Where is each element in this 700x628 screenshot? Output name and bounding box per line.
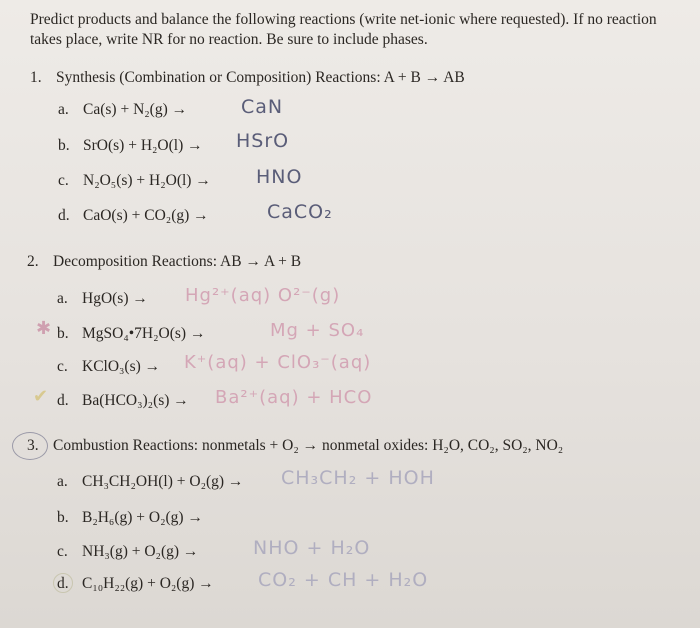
section-title: Decomposition Reactions: AB → A + B [53,253,302,270]
handwritten-answer: CaCO₂ [267,201,333,223]
reaction-equation: N₂O₅(s) + H₂O(l) → [83,172,211,189]
handwritten-answer: HSrO [236,130,290,152]
item-letter: a. [58,101,69,118]
section-number: 1. [30,69,42,86]
reaction-equation: SrO(s) + H₂O(l) → [83,137,203,154]
section-2-heading [27,253,301,271]
handwritten-answer: Ba²⁺(aq) + HCO [215,387,373,408]
handwritten-answer: CH₃CH₂ + HOH [281,467,435,489]
item-letter: c. [57,358,68,375]
reaction-equation: HgO(s) → [82,290,148,307]
section-3-heading [27,437,563,455]
handwritten-answer: CaN [241,96,284,118]
section-title: Synthesis (Combination or Composition) Reactions: A + B → AB [56,69,465,86]
handwritten-answer: Hg²⁺(aq) O²⁻(g) [185,285,341,306]
item-letter: d. [57,575,69,592]
section-1-heading [30,69,465,87]
handwritten-answer: K⁺(aq) + ClO₃⁻(aq) [184,352,372,373]
reaction-equation: KClO₃(s) → [82,358,161,375]
reaction-equation: NH₃(g) + O₂(g) → [82,543,199,560]
reaction-equation: CaO(s) + CO₂(g) → [83,207,209,224]
item-letter: b. [57,509,69,526]
section-title: Combustion Reactions: nonmetals + O₂ → nonmetal oxides: H₂O, CO₂, SO₂, NO₂ [53,437,564,454]
reaction-equation: MgSO₄•7H₂O(s) → [82,325,206,342]
check-mark-icon: ✔ [33,386,49,407]
section-number: 3. [27,437,39,454]
item-letter: d. [57,392,69,409]
star-mark-icon: ✱ [36,318,52,339]
reaction-equation: Ba(HCO₃)₂(s) → [82,392,189,409]
item-letter: a. [57,290,68,307]
handwritten-answer: CO₂ + CH + H₂O [258,569,429,591]
reaction-equation: CH₃CH₂OH(l) + O₂(g) → [82,473,244,490]
handwritten-answer: NHO + H₂O [253,537,371,559]
section-number: 2. [27,253,39,270]
item-letter: c. [58,172,69,189]
item-letter: d. [58,207,70,224]
reaction-equation: Ca(s) + N₂(g) → [83,101,188,118]
handwritten-answer: Mg + SO₄ [270,320,365,341]
item-letter: a. [57,473,68,490]
instructions: Predict products and balance the following reactions (write net-ionic where requested). If no reaction takes place, write NR for no reaction. Be sure to include phases. [30,11,657,48]
reaction-equation: B₂H₆(g) + O₂(g) → [82,509,203,526]
handwritten-answer: HNO [256,166,303,188]
item-letter: b. [58,137,70,154]
reaction-equation: C₁₀H₂₂(g) + O₂(g) → [82,575,214,592]
item-letter: c. [57,543,68,560]
item-letter: b. [57,325,69,342]
